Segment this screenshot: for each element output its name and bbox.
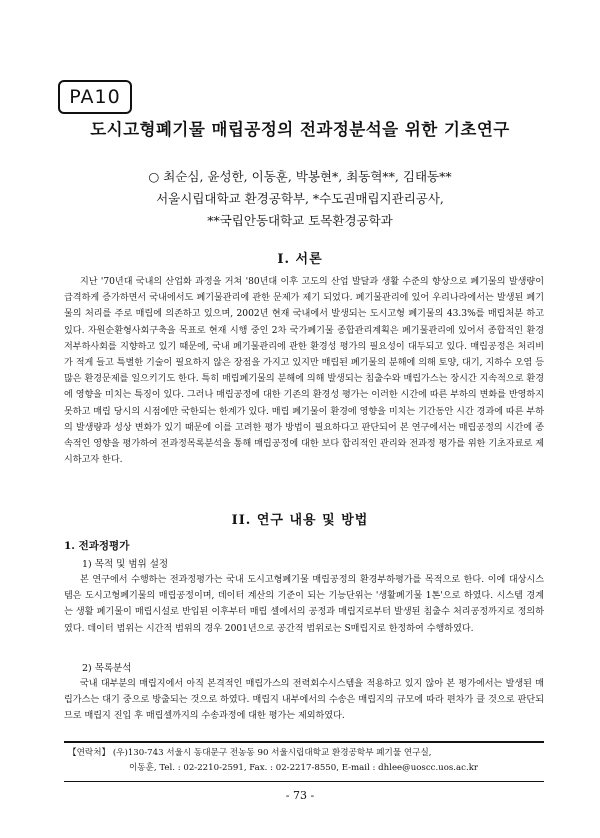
purpose-scope-text: 본 연구에서 수행하는 전과정평가는 국내 도시고형폐기물 매립공정의 환경부하평가를 목적으로 한다. 이에 대상시스템은 도시고형폐기물의 매립공정이며, 데이터 계산의 기준이 되는 기능단위는 '생활폐기물 1톤'으로 하였다. 시스템 경계는 생활 폐기물이 매립시설로 반입된 이후부터 매립 셀에서의 공정과 매립지로부터 발생된 침출수 처리공정까지로 정의하였다. 데이터 범위는 시간적 범위의 경우 2001년으로 공간적 범위로는 S매립지로 한정하여 수행하였다. [64,575,544,634]
inventory-paragraph [64,676,544,725]
affiliation-line-1: 서울시립대학교 환경공학부, *수도권매립지관리공사, [156,191,444,206]
purpose-scope-paragraph [64,572,544,637]
subsection-1-1-heading: 1) 목적 및 범위 설정 [82,559,169,570]
contact-block [68,746,546,776]
introduction-paragraph [64,274,544,468]
contact-address: (우)130-743 서울시 동대문구 전농동 90 서울시립대학교 환경공학부 폐기물 연구실, [112,748,432,758]
subsection-1-2-heading: 2) 목록분석 [82,663,132,674]
footer-divider-top [64,741,544,743]
contact-details: 이동훈, Tel. : 02-2210-2591, Fax. : 02-2217-8550, E-mail : dhlee@uoscc.uos.ac.kr [129,763,479,773]
footer-divider-bottom [64,781,544,782]
section-2-heading: II. 연구 내용 및 방법 [231,513,369,528]
paper-title: 도시고형폐기물 매립공정의 전과정분석을 위한 기초연구 [90,120,510,139]
subsection-1-heading: 1. 전과정평가 [64,540,130,552]
paper-code-box: PA10 [58,80,132,114]
author-block [40,166,560,232]
author-names: ○ 최순심, 윤성한, 이동훈, 박봉현*, 최동혁**, 김태동** [148,169,452,184]
introduction-text: 지난 '70년대 국내의 산업화 과정을 거쳐 '80년대 이후 고도의 산업 발달과 생활 수준의 향상으로 폐기물의 발생량이 급격하게 증가하면서 국내에서도 폐기물관리에 관한 문제가 제기 되었다. 폐기물관리에 있어 우리나라에서는 발생된 폐기물의 처리를 주로 매립에 의존하고 있으며, 2002년 현재 국내에서 발생되는 도시고형 폐기물의 43.3%를 매립처분 하고 있다. 자원순환형사회구축을 목표로 현재 시행 중인 2차 국가폐기물 종합관리계획은 폐기물관리에 있어서 종합적인 환경저부하사회를 지향하고 있기 때문에, 국내 폐기물관리에 관한 환경성 평가의 필요성이 대두되고 있다. 매립공정은 처리비가 적게 들고 특별한 기술이 필요하지 않은 장점을 가지고 있지만 매립된 폐기물의 분해에 의해 토양, 대기, 지하수 오염 등 많은 환경문제를 일으키기도 한다. 특히 매립폐기물의 분해에 의해 발생되는 침출수와 매립가스는 장시간 지속적으로 환경에 영향을 미치는 특징이 있다. 그러나 매립공정에 대한 기존의 환경성 평가는 이러한 시간에 따른 부하의 변화를 반영하지 못하고 매립 당시의 시점에만 국한되는 한계가 있다. 매립 폐기물이 환경에 영향을 미치는 기간동안 시간 경과에 따른 부하의 발생량과 성상 변화가 있기 때문에 이를 고려한 평가 방법이 필요하다고 판단되어 본 연구에서는 매립공정의 시간에 종속적인 영향을 평가하여 전과정목록분석을 통해 매립공정에 대한 보다 합리적인 관리와 전과정 평가를 위한 기초자료로 제시하고자 한다. [64,277,544,466]
affiliation-line-2: **국립안동대학교 토목환경공학과 [207,213,393,228]
contact-label: 【연락처】 [68,748,111,758]
page-number: - 73 - [285,789,315,802]
section-1-heading: I. 서론 [277,252,323,267]
inventory-text: 국내 대부분의 매립지에서 아직 본격적인 매립가스의 전력회수시스템을 적용하고 있지 않아 본 평가에서는 발생된 매립가스는 대기 중으로 방출되는 것으로 하였다. 매립지 내부에서의 수송은 매립지의 규모에 따라 편차가 클 것으로 판단되므로 매립지 진입 후 매립셀까지의 수송과정에 대한 평가는 제외하였다. [64,679,544,722]
